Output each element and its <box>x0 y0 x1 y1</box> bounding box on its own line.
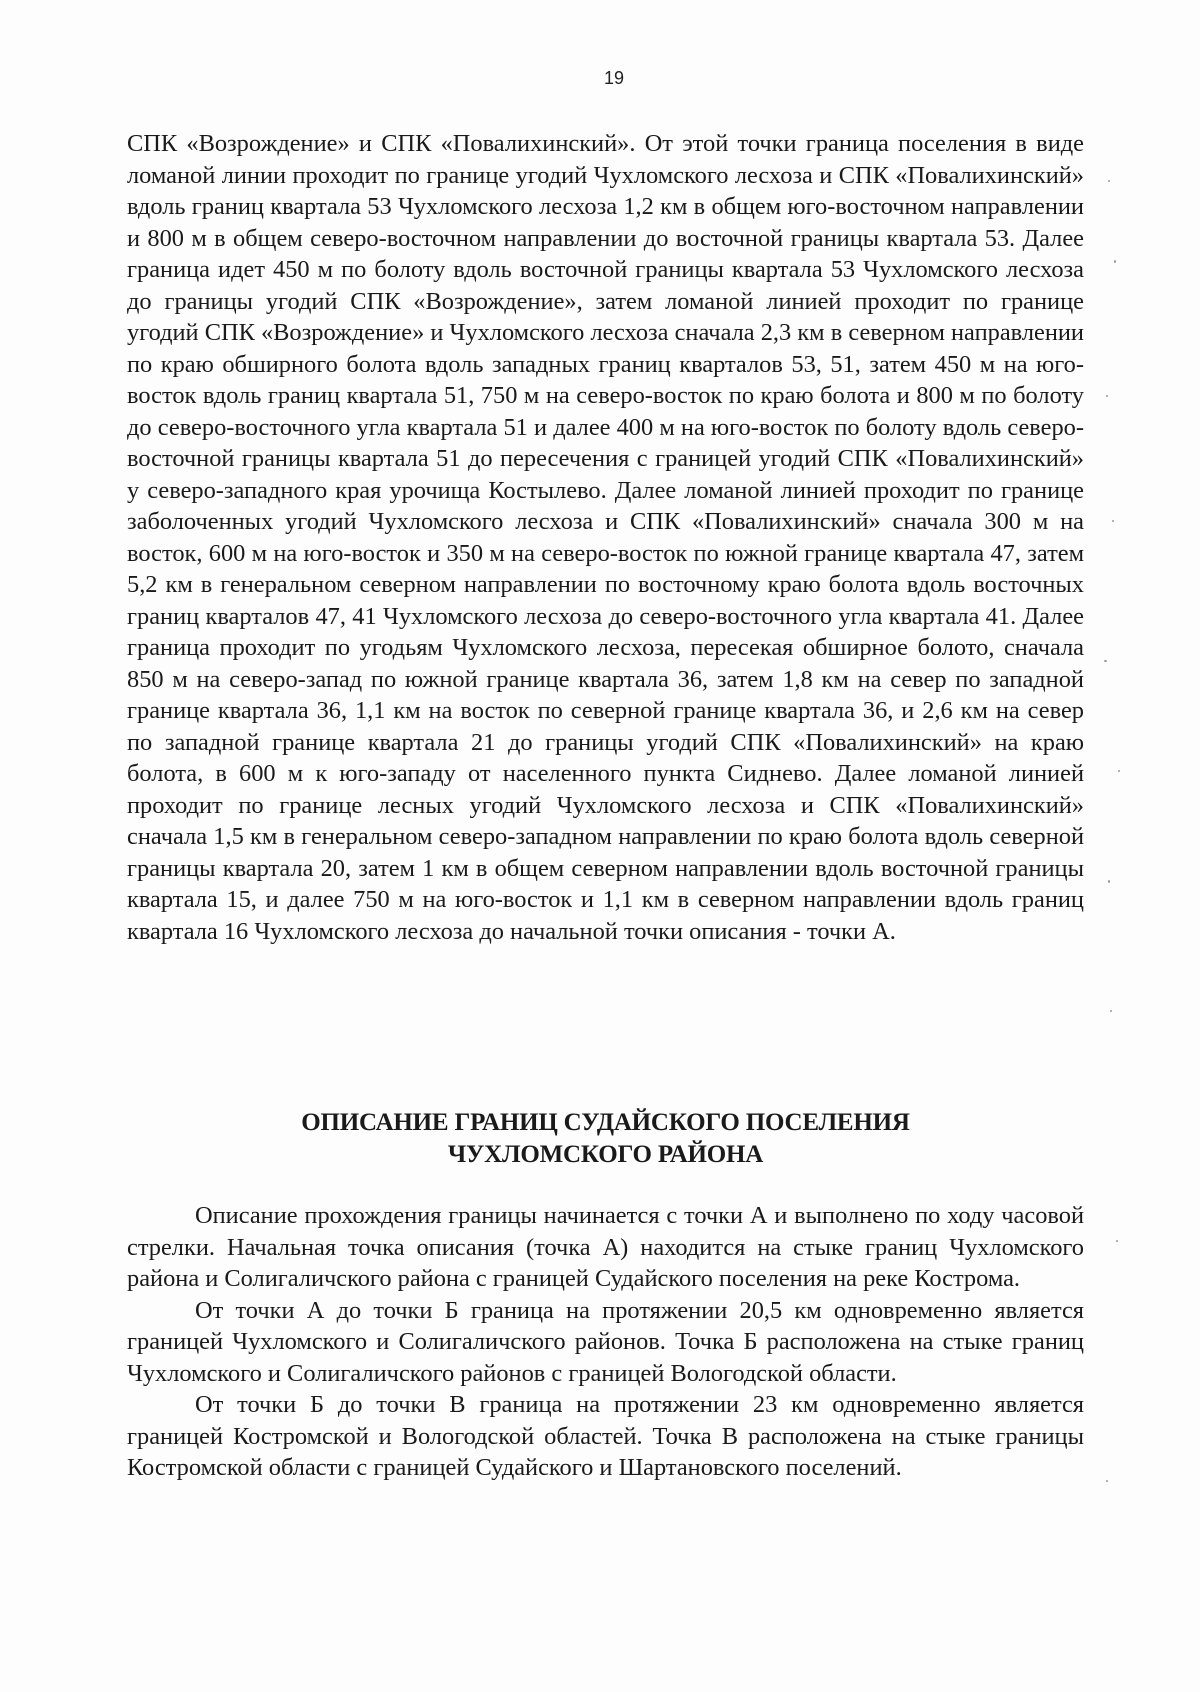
scan-speck <box>1114 260 1116 263</box>
scan-speck <box>1110 1010 1112 1012</box>
scan-speck <box>1104 660 1107 662</box>
page-number: 19 <box>603 68 625 88</box>
paragraph-1: СПК «Возрождение» и СПК «Повалихинский». От этой точки граница поселения в виде ломаной линии проходит по границе угодий Чухломского лесхоза и СПК «Повалихинский» вдоль границ квартала 53 Чухломского лесхоза 1,2 км в общем юго-восточном направлении и 800 м в общем северо-восточном направлении до восточной границы квартала 53. Далее граница идет 450 м по болоту вдоль восточной границы квартала 53 Чухломского лесхоза до границы угодий СПК «Возрождение», затем ломаной линией проходит по границе угодий СПК «Возрождение» и Чухломского лесхоза сначала 2,3 км в северном направлении по краю обширного болота вдоль западных границ кварталов 53, 51, затем 450 м на юго-восток вдоль границ квартала 51, 750 м на северо-восток по краю болота и 800 м по болоту до северо-восточного угла квартала 51 и далее 400 м на юго-восток по болоту вдоль северо-восточной границы квартала 51 до пересечения с границей угодий СПК «Повалихинский» у северо-западного края урочища Костылево. Далее ломаной линией проходит по границе заболоченных угодий Чухломского лесхоза и СПК «Повалихинский» сначала 300 м на восток, 600 м на юго-восток и 350 м на северо-восток по южной границе квартала 47, затем 5,2 км в генеральном северном направлении по восточному краю болота вдоль восточных границ кварталов 47, 41 Чухломского лесхоза до северо-восточного угла квартала 41. Далее граница проходит по угодьям Чухломского лесхоза, пересекая обширное болото, сначала 850 м на северо-запад по южной границе квартала 36, затем 1,8 км на север по западной границе квартала 36, 1,1 км на восток по северной границе квартала 36, и 2,6 км на север по западной границе квартала 21 до границы угодий СПК «Повалихинский» на краю болота, в 600 м к юго-западу от населенного пункта Сиднево. Далее ломаной линией проходит по границе лесных угодий Чухломского лесхоза и СПК «Повалихинский» сначала 1,5 км в генеральном северо-западном направлении по краю болота вдоль северной границы квартала 20, затем 1 км в общем северном направлении вдоль восточной границы квартала 15, и далее 750 м на юго-восток и 1,1 км в северном направлении вдоль границ квартала 16 Чухломского лесхоза до начальной точки описания - точки А. <box>127 130 1084 945</box>
paragraph-4: От точки Б до точки В граница на протяжении 23 км одновременно является границей Костромской и Вологодской областей. Точка В расположена на стыке границы Костромской области с границей Судайского и Шартановского поселений. <box>127 1391 1084 1481</box>
section-body <box>127 1200 1084 1484</box>
scan-speck <box>1112 520 1114 522</box>
paragraph-3: От точки А до точки Б граница на протяжении 20,5 км одновременно является границей Чухломского и Солигаличского районов. Точка Б расположена на стыке границ Чухломского и Солигаличского районов с границей Вологодской области. <box>127 1296 1084 1387</box>
scan-speck <box>1106 395 1108 397</box>
scan-speck <box>1108 880 1110 883</box>
heading-line-2: ЧУХЛОМСКОГО РАЙОНА <box>447 1141 764 1168</box>
scan-speck <box>1118 770 1120 772</box>
scan-speck <box>1108 180 1110 182</box>
scan-speck <box>1106 1480 1108 1482</box>
scan-speck <box>1116 1240 1118 1242</box>
section-heading <box>127 1107 1084 1171</box>
heading-line-1: ОПИСАНИЕ ГРАНИЦ СУДАЙСКОГО ПОСЕЛЕНИЯ <box>301 1109 910 1136</box>
paragraph-2: Описание прохождения границы начинается с точки А и выполнено по ходу часовой стрелки. Начальная точка описания (точка А) находится на стыке границ Чухломского района и Солигаличского района с границей Судайского поселения на реке Кострома. <box>127 1202 1084 1292</box>
